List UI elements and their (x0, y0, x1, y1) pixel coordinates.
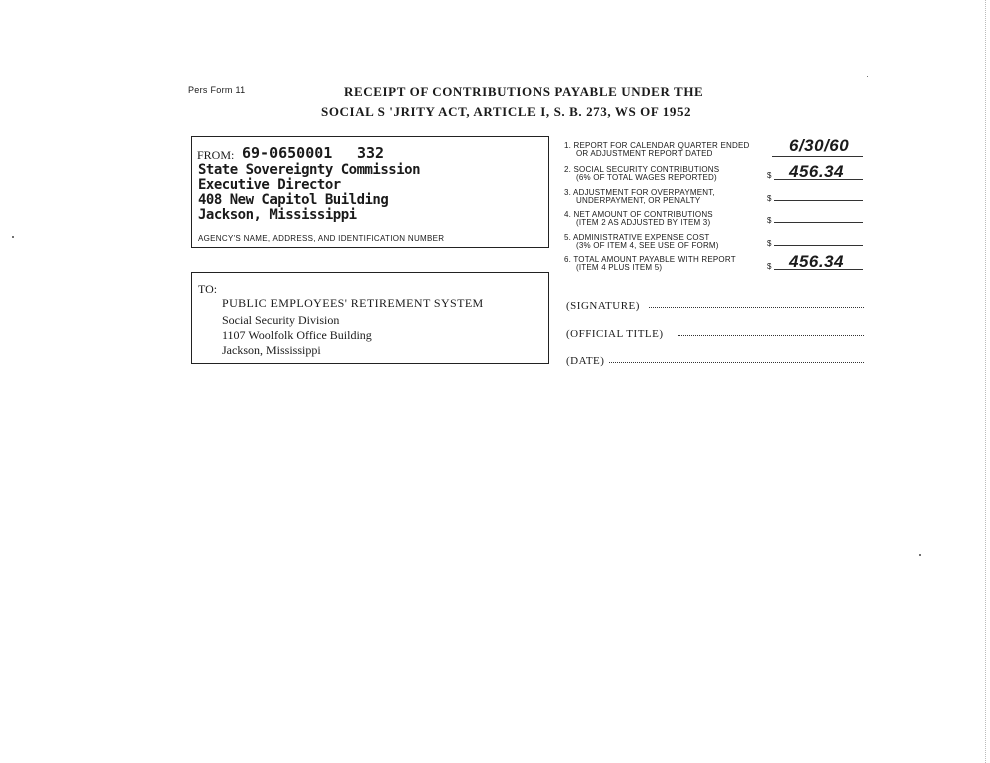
form-id: Pers Form 11 (188, 85, 246, 95)
item-6-line (774, 269, 863, 270)
scan-speck (919, 554, 921, 556)
signature-line[interactable] (649, 307, 864, 308)
recipient-city: Jackson, Mississippi (222, 343, 321, 357)
agency-city: Jackson, Mississippi (198, 207, 357, 223)
item-6-dollar: $ (767, 262, 772, 271)
item-2-dollar: $ (767, 171, 772, 180)
item-5-dollar: $ (767, 239, 772, 248)
date-line[interactable] (609, 362, 864, 363)
item-6-label: 6. TOTAL AMOUNT PAYABLE WITH REPORT (ITEM 4 PLUS ITEM 5) (564, 255, 736, 272)
form-title-line-2: SOCIAL S 'JRITY ACT, ARTICLE I, S. B. 273, WS OF 1952 (321, 104, 692, 119)
item-1-label: 1. REPORT FOR CALENDAR QUARTER ENDED OR ADJUSTMENT REPORT DATED (564, 141, 750, 158)
item-2-line (774, 179, 863, 180)
recipient-name: PUBLIC EMPLOYEES' RETIREMENT SYSTEM (222, 296, 484, 310)
item-1-value: 6/30/60 (789, 136, 850, 155)
recipient-address: 1107 Woolfolk Office Building (222, 328, 372, 342)
agency-id-number: 69-0650001 (242, 144, 333, 162)
item-3-line (774, 200, 863, 201)
from-label: FROM: (197, 148, 235, 162)
recipient-division: Social Security Division (222, 313, 340, 327)
agency-name: State Sovereignty Commission (198, 162, 421, 178)
agency-address: 408 New Capitol Building (198, 192, 389, 208)
date-label: (DATE) (566, 355, 605, 367)
item-4-label: 4. NET AMOUNT OF CONTRIBUTIONS (ITEM 2 AS ADJUSTED BY ITEM 3) (564, 210, 713, 227)
item-3-label: 3. ADJUSTMENT FOR OVERPAYMENT, UNDERPAYMENT, OR PENALTY (564, 188, 715, 205)
item-4-dollar: $ (767, 216, 772, 225)
item-1-line (772, 156, 863, 157)
official-title-label: (OFFICIAL TITLE) (566, 328, 664, 340)
to-label: TO: (198, 282, 218, 296)
signature-label: (SIGNATURE) (566, 300, 640, 312)
item-3-dollar: $ (767, 194, 772, 203)
item-5-label: 5. ADMINISTRATIVE EXPENSE COST (3% OF ITEM 4, SEE USE OF FORM) (564, 233, 719, 250)
item-6-value: 456.34 (789, 252, 844, 271)
agency-caption: AGENCY'S NAME, ADDRESS, AND IDENTIFICATION NUMBER (198, 234, 445, 243)
official-title-line[interactable] (678, 335, 864, 336)
scan-speck (12, 236, 14, 238)
item-4-line (774, 222, 863, 223)
item-2-label: 2. SOCIAL SECURITY CONTRIBUTIONS (6% OF TOTAL WAGES REPORTED) (564, 165, 720, 182)
item-5-line (774, 245, 863, 246)
scan-speck (867, 76, 868, 77)
page-edge (984, 0, 986, 763)
form-title-line-1: RECEIPT OF CONTRIBUTIONS PAYABLE UNDER THE (344, 84, 704, 99)
item-2-value: 456.34 (789, 162, 844, 181)
agency-title: Executive Director (198, 177, 341, 193)
agency-code: 332 (357, 144, 385, 162)
